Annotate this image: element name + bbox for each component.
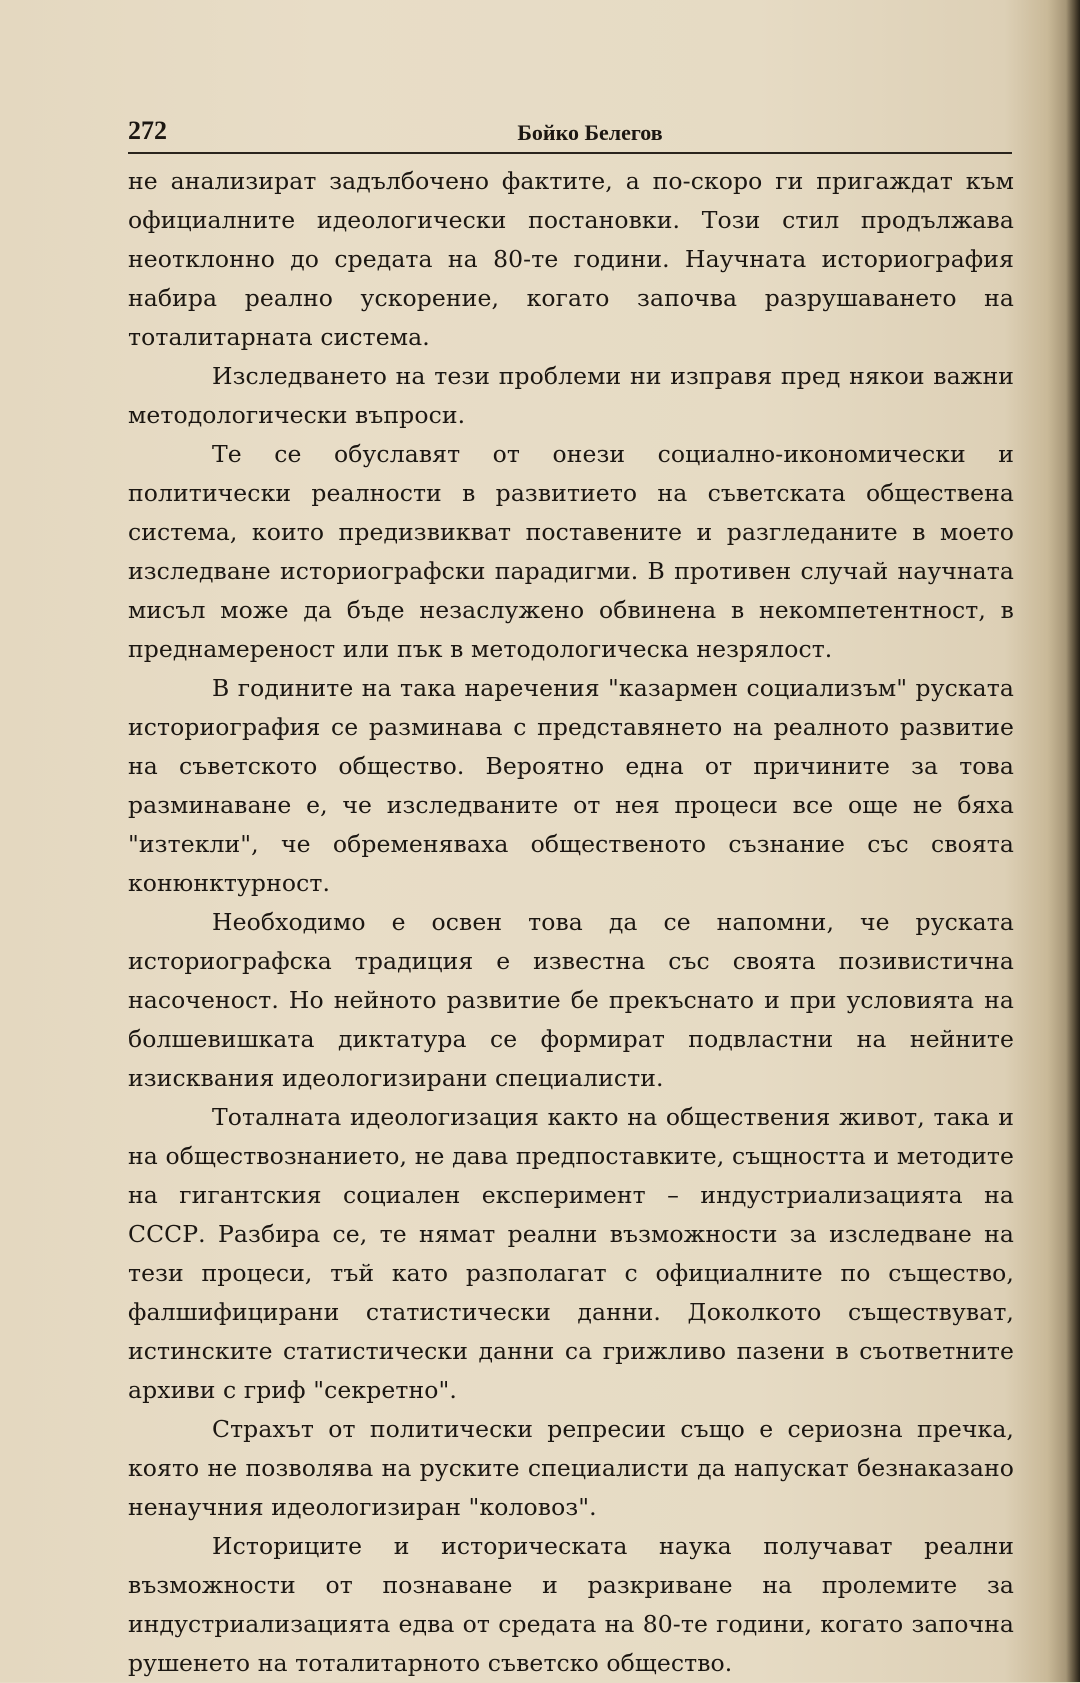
page-number: 272 (128, 116, 167, 145)
paragraph: В годините на така наречения "казармен социализъм" руската историография се разминава с представянето на реалното развитие на съветското общество. Вероятно една от причините за това разминаване е, че изследваните от нея процеси все още не бяха "изтекли", че обременяваха общественото съзнание със своята конюнктурност. (128, 674, 1014, 897)
paragraph: Необходимо е освен това да се напомни, че руската историографска традиция е известна със своята позивистична насоченост. Но нейното развитие бе прекъснато и при условията на болшевишката диктатура се формират подвластни на нейните изисквания идеологизирани специалисти. (128, 908, 1014, 1092)
paragraph: Те се обуславят от онези социално-икономически и политически реалности в развитието на съветската обществена система, които предизвикват поставените и разгледаните в моето изследване историографски парадигми. В противен случай научната мисъл може да бъде незаслужено обвинена в некомпетентност, в преднамереност или пък в методологическа незрялост. (128, 440, 1014, 663)
paragraph-continuation: не анализират задълбочено фактите, а по-скоро ги пригаждат към официалните идеологически постановки. Този стил продължава неотклонно до средата на 80-те години. Научната историография набира реално ускорение, когато започва разрушаването на тоталитарната система. (128, 167, 1014, 351)
body-text (128, 162, 1014, 1683)
paragraph: Изследването на тези проблеми ни изправя пред някои важни методологически въпроси. (128, 362, 1014, 429)
paragraph: Историците и историческата наука получават реални възможности от познаване и разкриване на пролемите за индустриализацията едва от средата на 80-те години, когато започна рушенето на тоталитарното съветско общество. (128, 1532, 1014, 1677)
paragraph: Страхът от политически репресии също е сериозна пречка, която не позволява на руските специалисти да напускат безнаказано ненаучния идеологизиран "коловоз". (128, 1415, 1014, 1521)
page-header (128, 112, 1012, 154)
paragraph: Тоталната идеологизация както на обществения живот, така и на обществознанието, не дава предпоставките, същността и методите на гигантския социален експеримент – индустриализацията на СССР. Разбира се, те нямат реални възможности за изследване на тези процеси, тъй като разполагат с официалните по същество, фалшифицирани статистически данни. Доколкото съществуват, истинските статистически данни са грижливо пазени в съответните архиви с гриф "секретно". (128, 1103, 1014, 1404)
running-head: Бойко Белегов (517, 120, 663, 145)
book-spine-shadow (1066, 0, 1080, 1682)
